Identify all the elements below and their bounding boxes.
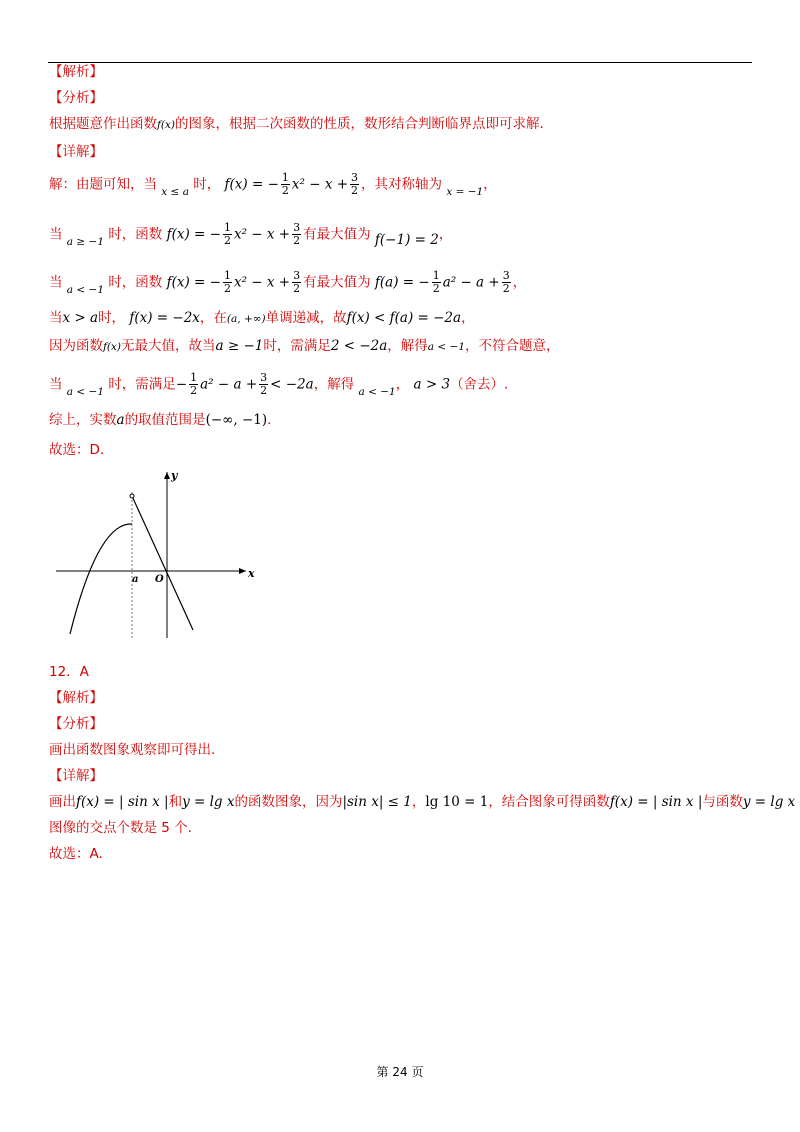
condition: x ≤ a (161, 185, 189, 198)
text: 当 (49, 274, 63, 291)
fraction-three-halves (292, 270, 301, 295)
text: 解：由题可知，当 (49, 176, 157, 193)
formula: f(x) = − (166, 226, 221, 243)
solution-line-2 (49, 222, 452, 247)
open-endpoint (130, 494, 134, 498)
inequality: < −2a (270, 376, 314, 393)
text: 当 (49, 376, 63, 393)
formula: x² − x + (233, 226, 291, 243)
x-axis-label: x (248, 567, 255, 580)
text: ， (483, 176, 497, 193)
numerator: 1 (223, 269, 231, 282)
answer-q11: 故选：D. (49, 442, 105, 458)
text: 当 (49, 226, 63, 243)
formula: f(x) = | sin x | (76, 794, 169, 810)
fraction-half (223, 270, 232, 295)
text: 画出 (49, 794, 76, 810)
formula: a² − a + (200, 376, 258, 393)
inequality: |sin x| ≤ 1 (342, 794, 412, 810)
text: ， (461, 310, 475, 326)
q12-solution-line-1 (49, 792, 795, 812)
text: 时，需满足 (263, 338, 331, 354)
text: 当 (49, 310, 63, 326)
numerator: 3 (351, 171, 359, 184)
rejected-solution: a > 3 (413, 376, 451, 393)
condition: a ≥ −1 (215, 338, 264, 354)
q12-heading-xiangjie: 【详解】 (49, 768, 103, 784)
text: 时，函数 (108, 226, 163, 243)
text: ，不符合题意， (465, 338, 560, 354)
denominator: 2 (351, 184, 359, 197)
x-axis-arrow (239, 568, 246, 574)
formula: x² − x + (233, 274, 291, 291)
fraction-half (223, 222, 232, 247)
analysis-fx: f(x) (157, 119, 176, 131)
formula: f(x) = | sin x | (609, 794, 703, 810)
analysis-part-2: 的图象，根据二次函数的性质，数形结合判断临界点即可求解. (175, 116, 544, 132)
solution-line-4 (49, 308, 475, 329)
denominator: 2 (502, 282, 510, 295)
denominator: 2 (281, 184, 289, 197)
formula: f(x) = − (224, 176, 279, 193)
text: 时， (193, 176, 221, 193)
text: 时， (98, 310, 126, 326)
text: 的取值范围是 (124, 412, 206, 428)
heading-xiangjie: 【详解】 (49, 144, 103, 160)
max-value: f(−1) = 2 (374, 231, 439, 248)
condition: a ≥ −1 (66, 235, 105, 248)
solution-line-1 (49, 172, 497, 197)
numerator: 3 (293, 269, 301, 282)
denominator: 2 (293, 282, 301, 295)
fraction-three-halves (502, 270, 511, 295)
text: ，在 (199, 310, 227, 326)
inequality: f(x) < f(a) = −2a (346, 310, 462, 326)
text: 有最大值为 (303, 226, 371, 243)
y-axis-arrow (164, 472, 170, 479)
formula: y = lg x (742, 794, 796, 810)
text: ，解得 (313, 376, 355, 393)
fraction-three-halves (292, 222, 301, 247)
numerator: 1 (190, 371, 198, 384)
variable: a (116, 412, 125, 428)
denominator: 2 (223, 282, 231, 295)
q12-heading-jiexi: 【解析】 (49, 690, 103, 706)
fraction-three-halves (350, 172, 359, 197)
text: ， (438, 226, 453, 243)
fraction-half (281, 172, 290, 197)
text: 因为函数 (49, 338, 103, 354)
q12-solution-line-2: 图像的交点个数是 5 个. (49, 820, 192, 836)
text: 单调递减，故 (265, 310, 347, 326)
q12-number: 12．A (49, 664, 89, 680)
a-label: a (132, 574, 139, 585)
condition: x > a (62, 310, 99, 326)
solution-line-5 (49, 336, 560, 357)
formula: lg 10 = 1 (425, 794, 489, 810)
numerator: 3 (502, 269, 510, 282)
denominator: 2 (190, 384, 198, 397)
solution: a < −1 (427, 341, 466, 353)
condition: a < −1 (66, 385, 105, 398)
function-graph (50, 462, 265, 642)
numerator: 3 (293, 221, 301, 234)
y-axis-label: y (171, 469, 178, 482)
formula: f(x) = − (166, 274, 221, 291)
text: ， (411, 794, 426, 810)
text: ，结合图象可得函数 (488, 794, 610, 810)
heading-fenxi: 【分析】 (49, 90, 103, 106)
text: ，解得 (387, 338, 428, 354)
denominator: 2 (293, 234, 301, 247)
formula: a² − a + (442, 274, 500, 291)
formula: f(x) (103, 341, 122, 353)
max-value: f(a) = − (374, 274, 430, 291)
answer-q12: 故选：A. (49, 846, 103, 862)
interval: (a, +∞) (226, 313, 266, 325)
numerator: 1 (223, 221, 231, 234)
solution-line-6 (49, 372, 508, 397)
inequality: 2 < −2a (330, 338, 388, 354)
fraction-half (189, 372, 198, 397)
solution-line-3 (49, 270, 526, 295)
formula: x² − x + (291, 176, 349, 193)
text: . (267, 412, 272, 428)
text: 无最大值，故当 (121, 338, 216, 354)
fraction-half (432, 270, 441, 295)
text: ， (395, 376, 410, 393)
q12-analysis: 画出函数图象观察即可得出. (49, 742, 216, 758)
q12-heading-fenxi: 【分析】 (49, 716, 103, 732)
fraction-three-halves (259, 372, 268, 397)
linear-branch (132, 496, 193, 630)
text: ， (512, 274, 527, 291)
range: (−∞, −1) (205, 412, 268, 428)
heading-jiexi: 【解析】 (49, 64, 103, 80)
formula: f(x) = −2x (129, 310, 200, 326)
analysis-part-1: 根据题意作出函数 (49, 116, 157, 132)
text: 综上，实数 (49, 412, 117, 428)
denominator: 2 (260, 384, 268, 397)
axis-of-symmetry: x = −1 (446, 185, 484, 198)
text: 与函数 (702, 794, 743, 810)
top-rule (48, 62, 752, 63)
text: 和 (168, 794, 183, 810)
numerator: 3 (260, 371, 268, 384)
solution-line-7 (49, 410, 271, 430)
text: 时，需满足 (108, 376, 176, 393)
denominator: 2 (432, 282, 440, 295)
text: （舍去）. (450, 376, 509, 393)
formula: y = lg x (182, 794, 235, 810)
page-footer: 第 24 页 (376, 1065, 424, 1079)
numerator: 1 (432, 269, 440, 282)
text: 有最大值为 (303, 274, 371, 291)
analysis-text (49, 114, 544, 135)
text: 的函数图象，因为 (234, 794, 343, 810)
formula: − (175, 376, 188, 393)
condition: a < −1 (66, 283, 105, 296)
parabola-branch (70, 524, 132, 634)
origin-label: O (155, 574, 164, 585)
solution: a < −1 (358, 385, 396, 398)
text: 时，函数 (108, 274, 163, 291)
numerator: 1 (281, 171, 289, 184)
text: ，其对称轴为 (361, 176, 443, 193)
denominator: 2 (223, 234, 231, 247)
